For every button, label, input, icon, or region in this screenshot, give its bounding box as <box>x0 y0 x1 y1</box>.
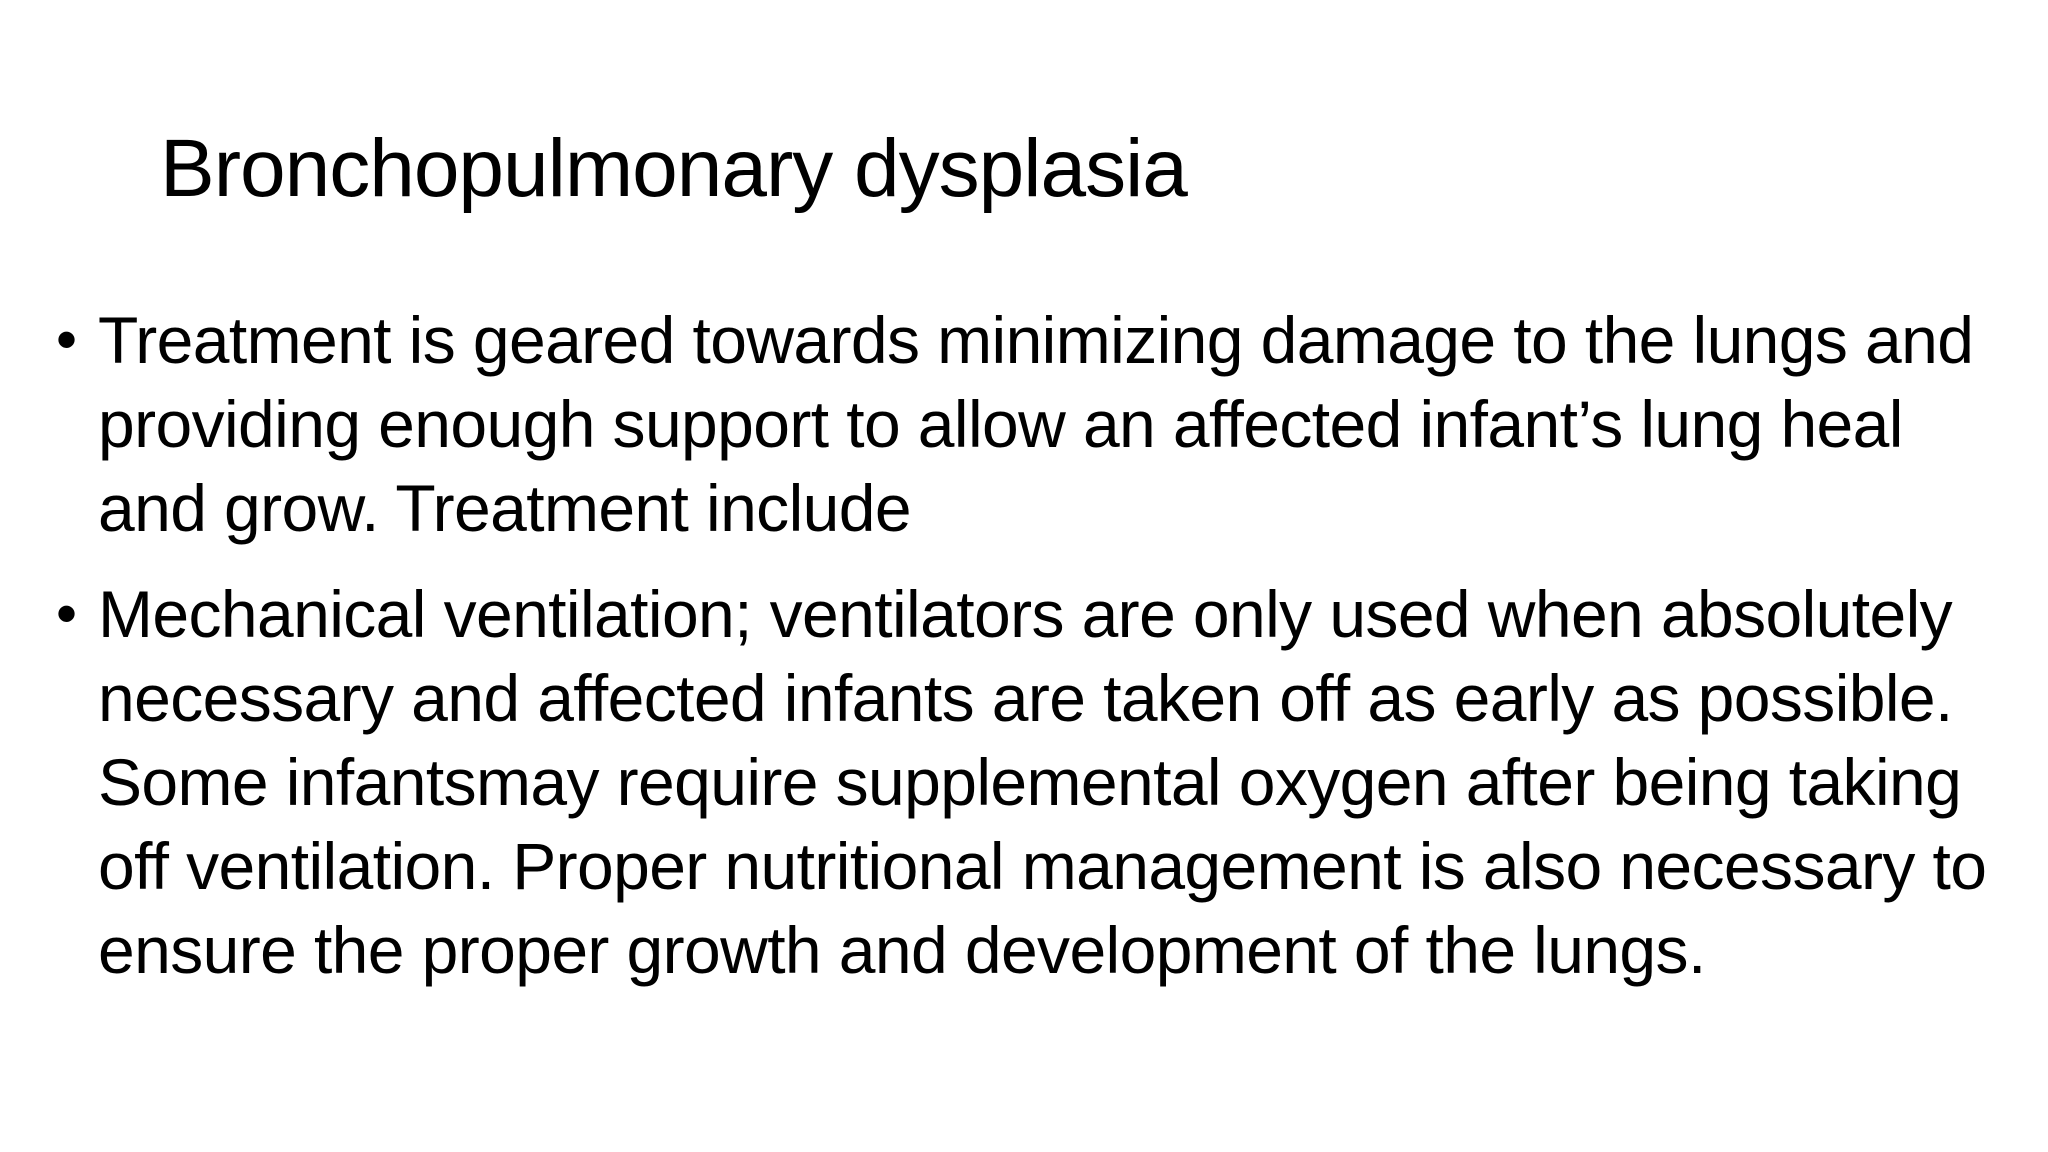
bullet-marker: • <box>56 580 78 647</box>
slide-title: Bronchopulmonary dysplasia <box>160 123 1187 214</box>
bullet-item-mechanical-ventilation <box>56 572 2006 992</box>
bullet-list <box>56 298 2006 1014</box>
bullet-text-treatment: Treatment is geared towards minimizing damage to the lungs and providing enough support to allow an affected infant’s lung heal and grow. Treatment include <box>98 303 1974 545</box>
bullet-marker: • <box>56 306 78 373</box>
bullet-item-treatment <box>56 298 2006 550</box>
bullet-text-mechanical-ventilation: Mechanical ventilation; ventilators are only used when absolutely necessary and affected infants are taken off as early as possible. Some infantsmay require supplemental oxygen after being taking off ventilation. Proper nutritional management is also necessary to ensure the proper growth and development of the lungs. <box>98 577 1987 987</box>
